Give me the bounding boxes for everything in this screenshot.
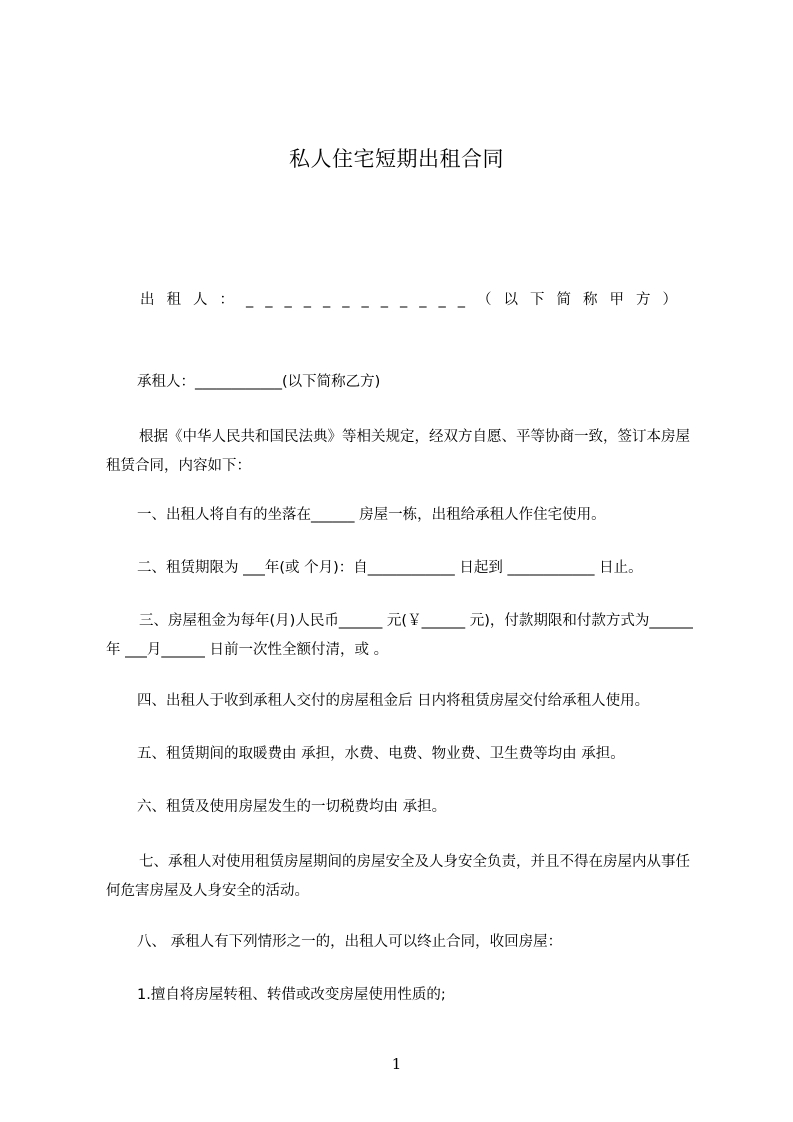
- clause-2: 二、租赁期限为 ___年(或 个月)：自____________ 日起到 ____________ 日止。: [137, 560, 643, 576]
- clause-1: 一、出租人将自有的坐落在______ 房屋一栋，出租给承租人作住宅使用。: [137, 507, 606, 523]
- clause-7: 七、承租人对使用租赁房屋期间的房屋安全及人身安全负责，并且不得在房屋内从事任何危害房屋及人身安全的活动。: [106, 854, 690, 899]
- document-title: 私人住宅短期出租合同: [289, 147, 504, 171]
- clause-4: 四、出租人于收到承租人交付的房屋租金后 日内将租赁房屋交付给承租人使用。: [137, 693, 650, 709]
- lessee-line: 承租人：____________(以下简称乙方): [137, 374, 381, 390]
- item-1: 1.擅自将房屋转租、转借或改变房屋使用性质的;: [137, 987, 446, 1003]
- page-number: 1: [391, 1055, 402, 1073]
- clause-8: 八、 承租人有下列情形之一的，出租人可以终止合同，收回房屋：: [137, 934, 563, 950]
- lessor-line: 出租人：____________（以下简称甲方）: [140, 292, 689, 308]
- intro-paragraph: 根据《中华人民共和国民法典》等相关规定，经双方自愿、平等协商一致，签订本房屋租赁合同，内容如下：: [106, 429, 690, 474]
- clause-3: 三、房屋租金为每年(月)人民币______ 元(￥______ 元)，付款期限和付款方式为______ 年 ___月______ 日前一次性全额付清，或 。: [106, 613, 693, 658]
- clause-5: 五、租赁期间的取暖费由 承担，水费、电费、物业费、卫生费等均由 承担。: [137, 746, 625, 762]
- clause-6: 六、租赁及使用房屋发生的一切税费均由 承担。: [137, 799, 447, 815]
